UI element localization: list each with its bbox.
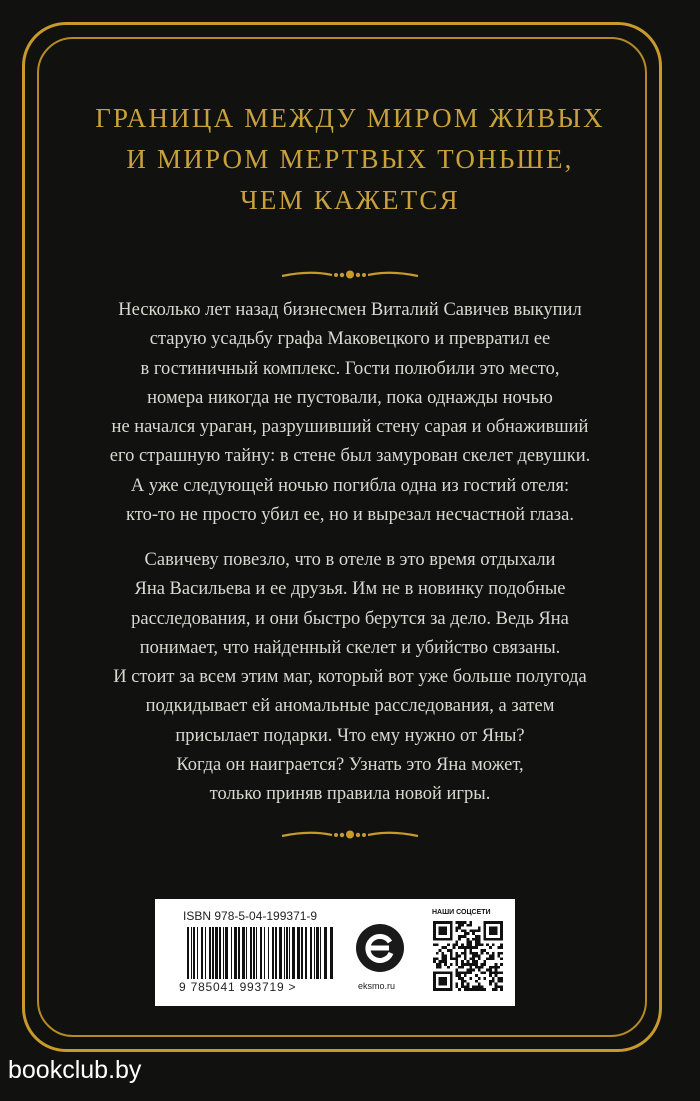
text-line: его страшную тайну: в стене был замурован скелет девушки.	[109, 446, 591, 467]
text-line: номера никогда не пустовали, пока однажды ночью	[147, 387, 553, 408]
publisher-url: eksmo.ru	[358, 981, 396, 991]
headline-line: И МИРОМ МЕРТВЫХ ТОНЬШЕ,	[126, 144, 574, 174]
text-line: подкидывает ей аномальные расследования, а затем	[145, 696, 555, 717]
watermark: bookclub.by	[8, 1056, 142, 1084]
headline-line: ЧЕМ КАЖЕТСЯ	[240, 185, 460, 215]
cover-headline	[60, 98, 640, 221]
description-paragraph-2	[55, 546, 645, 810]
text-line: Яна Васильева и ее друзья. Им не в новинку подобные	[134, 579, 566, 600]
ean-barcode	[185, 927, 335, 979]
publisher-logo-icon	[355, 923, 405, 973]
barcode-panel	[155, 899, 515, 1006]
description-paragraph-1	[55, 296, 645, 530]
text-line: А уже следующей ночью погибла одна из гостий отеля:	[130, 475, 570, 496]
text-line: в гостиничный комплекс. Гости полюбили это место,	[140, 358, 560, 379]
ornament-divider-bottom	[280, 826, 420, 842]
text-line: присылает подарки. Что ему нужно от Яны?	[175, 725, 525, 746]
text-line: Несколько лет назад бизнесмен Виталий Савичев выкупил	[118, 300, 582, 320]
isbn-label: ISBN 978-5-04-199371-9	[183, 909, 318, 923]
ean-digits: 9 785041 993719 >	[179, 980, 297, 994]
text-line: расследования, и они быстро берутся за дело. Ведь Яна	[131, 608, 569, 629]
ornament-divider-top	[280, 266, 420, 282]
text-line: И стоит за всем этим маг, который вот уже больше полугода	[113, 667, 587, 688]
text-line: только приняв правила новой игры.	[209, 784, 491, 805]
text-line: не начался ураган, разрушивший стену сарая и обнаживший	[111, 417, 589, 438]
text-line: понимает, что найденный скелет и убийство связаны.	[139, 637, 561, 658]
text-line: Когда он наиграется? Узнать это Яна может,	[176, 755, 524, 776]
headline-line: ГРАНИЦА МЕЖДУ МИРОМ ЖИВЫХ	[95, 103, 605, 133]
qr-code-icon	[433, 921, 503, 991]
text-line: Савичеву повезло, что в отеле в это время отдыхали	[144, 550, 556, 570]
social-label: НАШИ СОЦСЕТИ	[432, 909, 491, 916]
text-line: старую усадьбу графа Маковецкого и превратил ее	[149, 329, 551, 350]
text-line: кто-то не просто убил ее, но и вырезал несчастной глаза.	[126, 505, 574, 526]
